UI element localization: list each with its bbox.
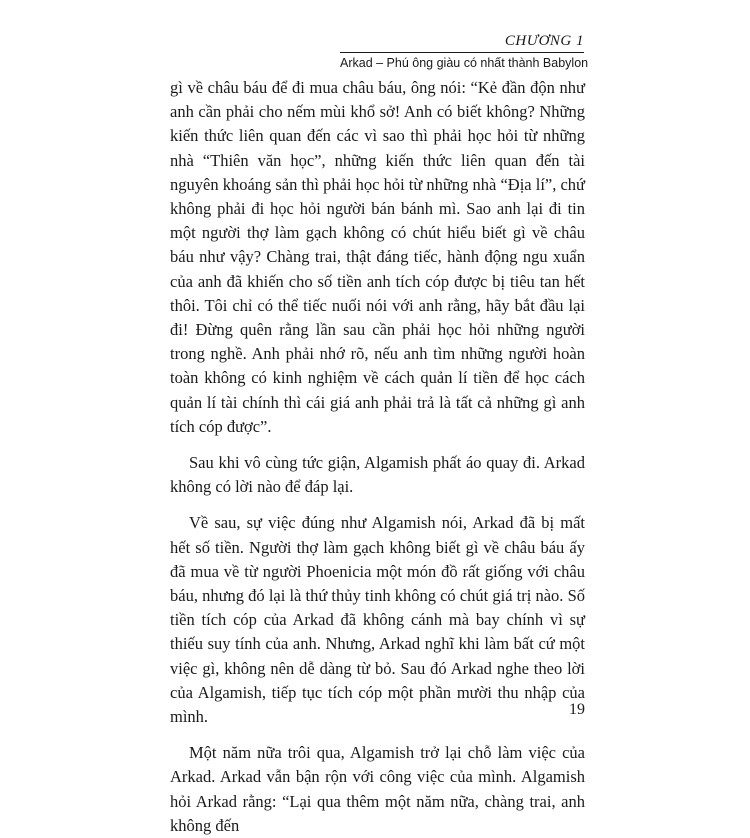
page-number: 19 [569,701,585,718]
page-header [340,32,589,71]
paragraph: Sau khi vô cùng tức giận, Algamish phất áo quay đi. Arkad không có lời nào để đáp lại. [170,453,585,497]
paragraph: Về sau, sự việc đúng như Algamish nói, Arkad đã bị mất hết số tiền. Người thợ làm gạch không biết gì về châu báu ấy đã mua về từ người Phoenicia một món đồ rất giống với châu báu, nhưng đó lại là thứ thủy tinh không có chút giá trị nào. Số tiền tích cóp của Arkad đã không cánh mà bay chính vì sự thiếu suy tính của anh. Nhưng, Arkad nghĩ khi làm bất cứ một việc gì, không nên dễ dàng từ bỏ. Sau đó Arkad nghe theo lời của Algamish, tiếp tục tích cóp một phần mười thu nhập của mình. [170,513,585,727]
body-text [170,76,585,838]
paragraph-continued: gì về châu báu để đi mua châu báu, ông nói: “Kẻ đần độn như anh cần phải cho nếm mùi khổ sở! Anh có biết không? Những kiến thức liên quan đến các vì sao thì phải học hỏi từ những nhà “Thiên văn học”, những kiến thức liên quan đến tài nguyên khoáng sản thì phải học hỏi từ những nhà “Địa lí”, chứ không phải đi học hỏi người bán bánh mì. Sao anh lại đi tin một người thợ làm gạch không có chút hiểu biết gì về châu báu như vậy? Chàng trai, thật đáng tiếc, hành động ngu xuẩn của anh đã khiến cho số tiền anh tích cóp được bị tiêu tan hết thôi. Tôi chỉ có thể tiếc nuối nói với anh rằng, hãy bắt đầu lại đi! Đừng quên rằng lần sau cần phải học hỏi những người trong nghề. Anh phải nhớ rõ, nếu anh tìm những người hoàn toàn không có kinh nghiệm về cách quản lí tiền để học cách quản lí tài chính thì cái giá anh phải trả là tất cả những gì anh tích cóp được”. [170,78,585,436]
chapter-label: CHƯƠNG 1 [504,33,584,49]
header-divider [340,52,584,53]
running-title: Arkad – Phú ông giàu có nhất thành Babylon [340,56,589,70]
paragraph: Một năm nữa trôi qua, Algamish trở lại chỗ làm việc của Arkad. Arkad vẫn bận rộn với công việc của mình. Algamish hỏi Arkad rằng: “Lại qua thêm một năm nữa, chàng trai, anh không đến [170,743,585,835]
